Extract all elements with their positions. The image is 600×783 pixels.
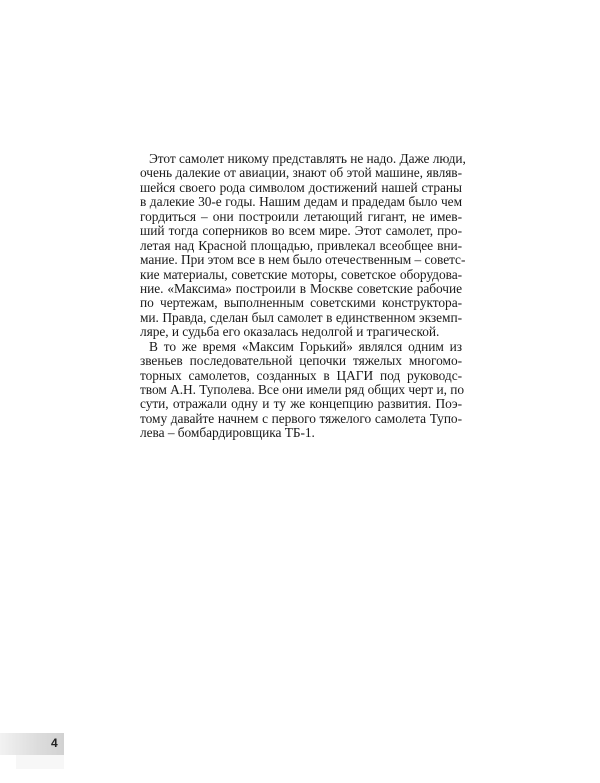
paragraph-2-line-2: звеньев последовательной цепочки тяжелых многомо- [140,353,462,369]
paragraph-1-line-4: в далекие 30-е годы. Нашим дедам и прадедам было чем [140,194,462,210]
paragraph-1-line-12: ми. Правда, сделан был самолет в единственном экземп- [140,309,462,325]
paragraph-1-line-6: ший тогда соперников во всем мире. Этот самолет, про- [140,223,462,239]
paragraph-1-line-8: мание. При этом все в нем было отечественным – советс- [140,252,466,268]
paragraph-1-line-2: очень далекие от авиации, знают об этой машине, являв- [140,165,462,181]
paragraph-2-line-6: тому давайте начнем с первого тяжелого самолета Тупо- [140,410,462,426]
paragraph-1-line-11: по чертежам, выполненным советскими конструктора- [140,295,462,311]
body-text [140,151,466,441]
paragraph-1-line-7: летая над Красной площадью, привлекал всеобщее вни- [140,237,462,253]
paragraph-2-line-1: В то же время «Максим Горький» являлся одним из [149,338,462,354]
paragraph-2-line-7: лева – бомбардировщика ТБ-1. [140,425,315,441]
paragraph-1-line-5: гордиться – они построили летающий гигант, не имев- [140,208,462,224]
paragraph-1-line-9: кие материалы, советские моторы, советское оборудова- [140,266,462,282]
paragraph-2-line-5: сути, отражали одну и ту же концепцию развития. Поэ- [140,396,462,412]
paragraph-2-line-3: торных самолетов, созданных в ЦАГИ под руководс- [140,367,462,383]
paragraph-1-line-13: ляре, и судьба его оказалась недолгой и трагической. [140,324,440,340]
paragraph-1-line-3: шейся своего рода символом достижений нашей страны [140,179,462,195]
page-number: 4 [51,736,58,750]
page-number-band-shadow [16,755,64,769]
paragraph-2-line-4: твом А.Н. Туполева. Все они имели ряд общих черт и, по [140,382,464,397]
paragraph-1-line-10: ние. «Максима» построили в Москве советские рабочие [140,280,462,296]
paragraph-1-line-1: Этот самолет никому представлять не надо. Даже люди, [149,151,466,166]
